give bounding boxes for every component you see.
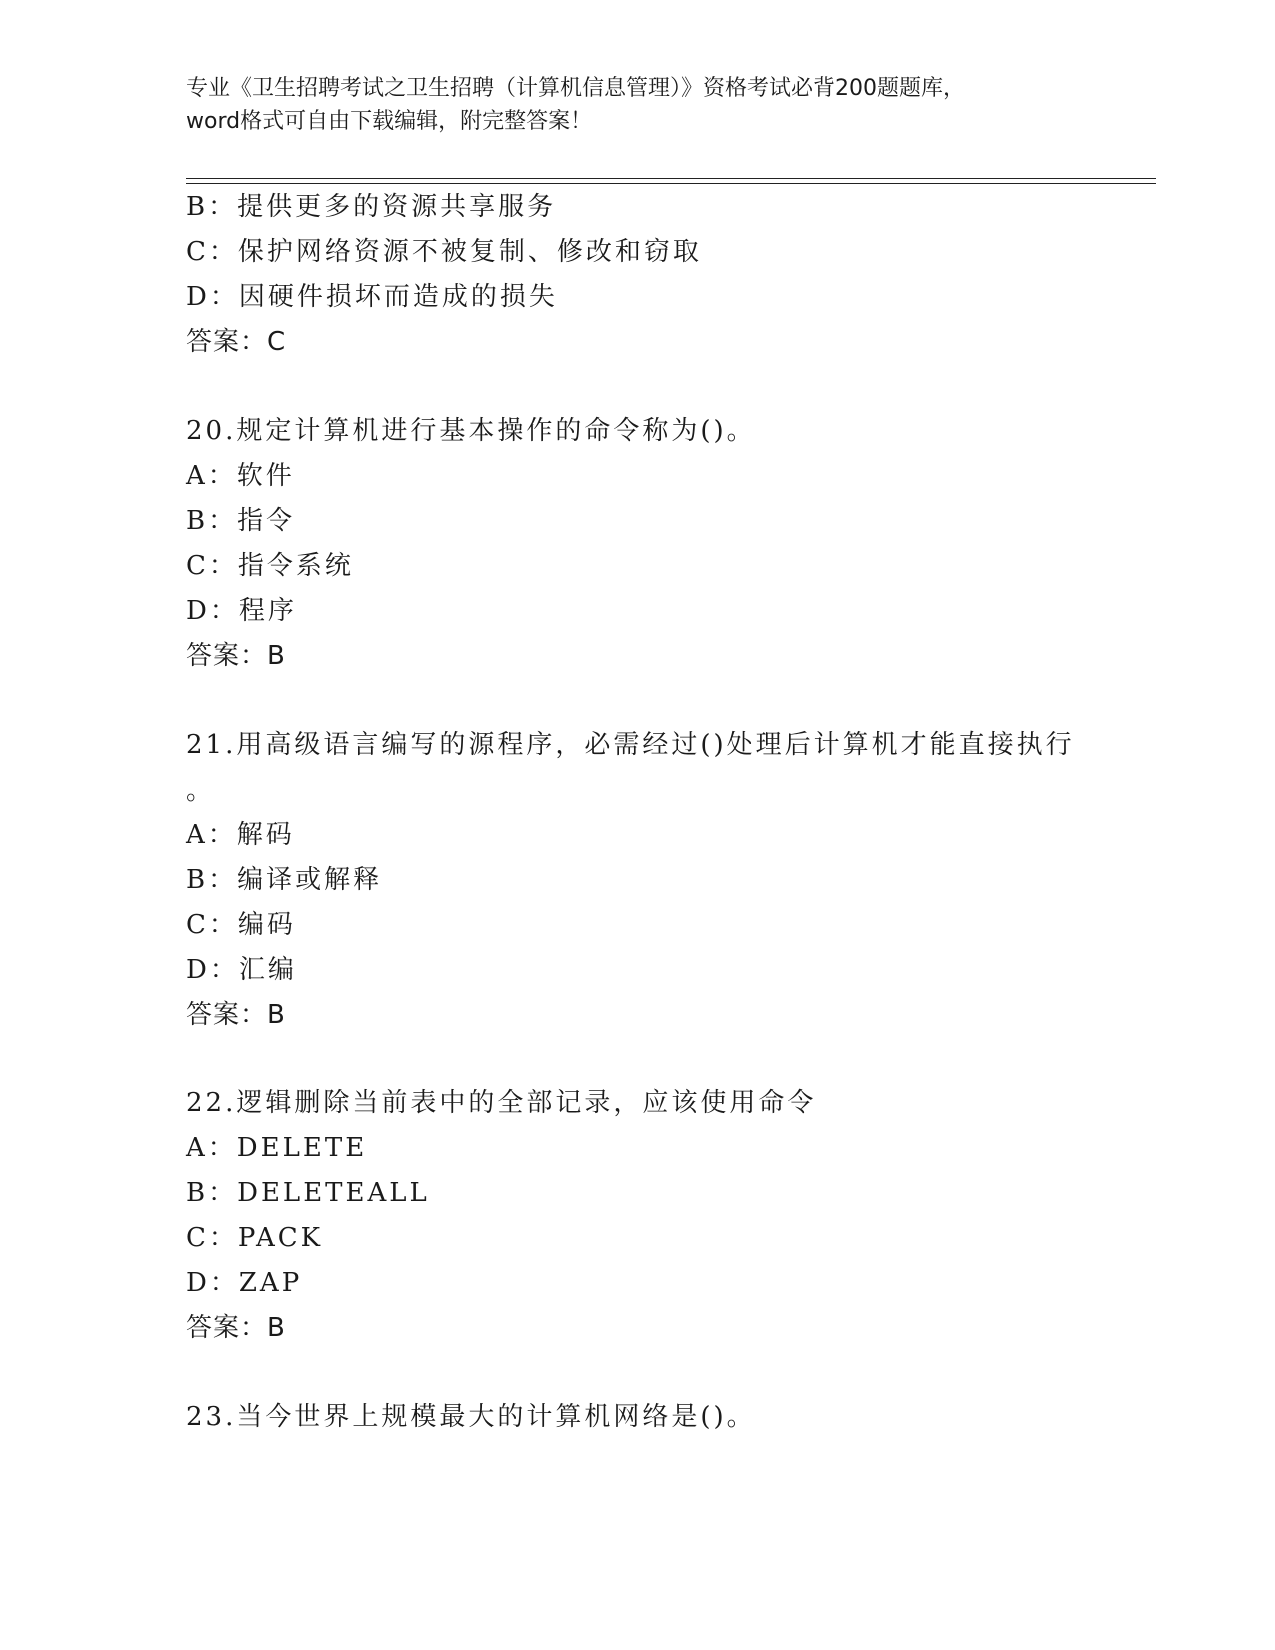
q22-option-a: A：DELETE <box>186 1133 368 1163</box>
q22-answer: 答案：B <box>186 1313 286 1343</box>
q20-option-c: C：指令系统 <box>186 551 354 581</box>
q21-option-b: B：编译或解释 <box>186 865 383 895</box>
q21-option-d: D：汇编 <box>186 955 297 985</box>
q21-answer: 答案：B <box>186 1000 286 1030</box>
q22-stem: 22.逻辑删除当前表中的全部记录，应该使用命令 <box>186 1088 817 1118</box>
q21-option-a: A：解码 <box>186 820 295 850</box>
q22-option-b: B：DELETEALL <box>186 1178 430 1208</box>
q20-option-b: B：指令 <box>186 506 296 536</box>
q19-option-d: D：因硬件损坏而造成的损失 <box>186 282 558 312</box>
document-header <box>186 72 1086 138</box>
header-divider-bottom <box>186 183 1156 184</box>
header-line-1: 专业《卫生招聘考试之卫生招聘（计算机信息管理）》资格考试必背200题题库， <box>186 76 965 101</box>
q20-stem: 20.规定计算机进行基本操作的命令称为()。 <box>186 416 756 446</box>
q19-option-b: B：提供更多的资源共享服务 <box>186 192 557 222</box>
q21-stem-line-1: 21.用高级语言编写的源程序，必需经过()处理后计算机才能直接执行 <box>186 730 1075 760</box>
header-divider-top <box>186 178 1156 179</box>
q19-option-c: C：保护网络资源不被复制、修改和窃取 <box>186 237 702 267</box>
q21-option-c: C：编码 <box>186 910 296 940</box>
header-line-2: word格式可自由下载编辑，附完整答案！ <box>186 109 593 134</box>
q22-option-c: C：PACK <box>186 1223 324 1253</box>
q20-option-a: A：软件 <box>186 461 295 491</box>
q22-option-d: D：ZAP <box>186 1268 303 1298</box>
q20-answer: 答案：B <box>186 641 286 671</box>
q20-option-d: D：程序 <box>186 596 297 626</box>
q21-stem-line-2: 。 <box>186 776 216 806</box>
q19-answer: 答案：C <box>186 327 287 357</box>
q23-stem: 23.当今世界上规模最大的计算机网络是()。 <box>186 1402 756 1432</box>
